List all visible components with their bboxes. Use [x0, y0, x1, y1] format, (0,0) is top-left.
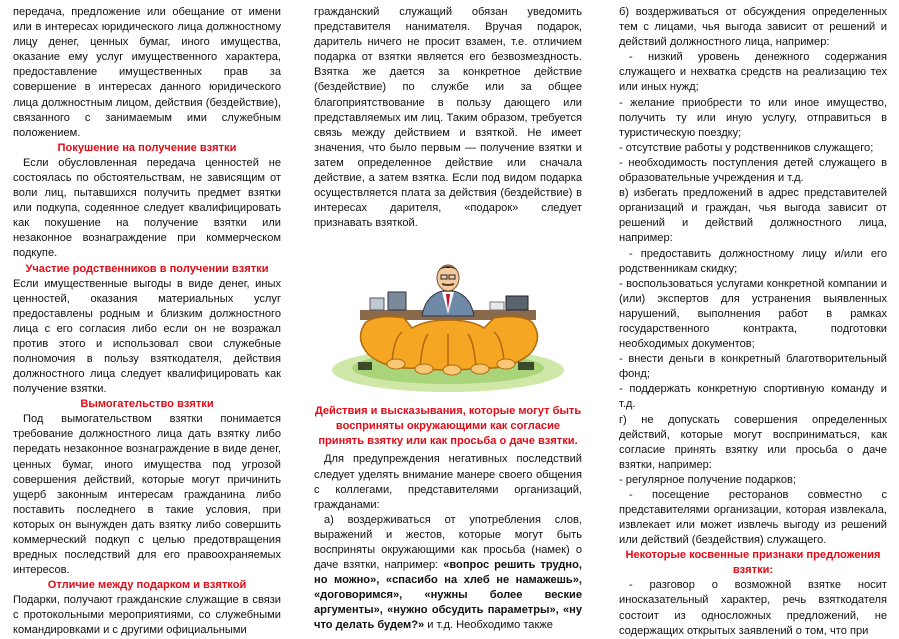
official-at-desk-image [330, 258, 566, 394]
list-item: - желание приобрести то или иное имущество, получить ту или иную услугу, отправиться в туристическую поездку; [619, 96, 887, 139]
list-item: - регулярное получение подарков; [619, 473, 797, 486]
point-a-text: а) воздерживаться от употребления слов, выражений и жестов, которые могут быть восприняты окружающими как просьба (намек) о даче взятки, например: [314, 513, 582, 572]
list-item: - поддержать конкретную спортивную команду и т.д. [619, 383, 887, 411]
extortion-paragraph: Под вымогательством взятки понимается требование должностного лица дать взятку либо передать незаконное вознаграждение в виде денег, ценных бумаг, иного имущества под угрозой совершения действий, которые могут причинить ущерб законным интересам гражданина либо поставить последнего в такие условия, при которых он вынужден дать взятку либо совершить коммерческий подкуп с целью предотвращения вредных последствий для его правоохраняемых интересов. [13, 413, 281, 577]
list-item: - воспользоваться услугами конкретной компании и (или) экспертов для устранения выявленных нарушений, выполнения работ в рамках государственного контракта, подготовки необходимых документов; [619, 277, 887, 351]
attempt-paragraph: Если обусловленная передача ценностей не состоялась по обстоятельствам, не зависящим от воли лиц, пытавшихся получить предмет взятки или подкупа, содеянное следует квалифицировать как покушение на получение взятки или незаконное вознаграждение при коммерческом подкупе. [13, 156, 281, 260]
heading-gift-vs-bribe: Отличие между подарком и взяткой [47, 579, 247, 592]
heading-actions-statements: Действия и высказывания, которые могут быть восприняты окружающими как согласие принять взятку или как просьба о даче взятки. [314, 405, 582, 448]
point-a-tail: и т.д. Необходимо также [424, 619, 553, 632]
gift-continuation-paragraph: гражданский служащий обязан уведомить представителя нанимателя. Вручая подарок, даритель ничего не просит взамен, т.е. отличием подарка от взятки является его безвозмездность. Взятка же дается за конкретное действие (бездействие) по службе или за общее благоприятствование в пользу дающего или представляемых им лиц. Таким образом, требуется связь между действием и взяткой. Не имеет значения, что было первым — получение взятки и затем определенное действие или сначала действие, а затем взятка. Если под видом подарка осуществляется плата за действия (бездействие) в интересах дарителя, «подарок» следует признавать взяткой. [314, 6, 582, 230]
column-right [619, 5, 887, 639]
heading-attempt: Покушение на получение взятки [57, 141, 237, 154]
heading-relatives: Участие родственников в получении взятки [25, 262, 269, 275]
list-item: - низкий уровень денежного содержания служащего и нехватка средств на реализацию тех или иных нужд; [619, 51, 887, 94]
indirect-signs-paragraph: - разговор о возможной взятке носит иносказательный характер, речь взяткодателя состоит из односложных предложений, не содержащих открытых заявлений о том, что при [619, 579, 887, 637]
heading-indirect-signs: Некоторые косвенные признаки предложения взятки: [625, 549, 881, 577]
point-v-intro: в) избегать предложений в адрес представителей организаций и граждан, чья выгода зависит от решений и действий должностного лица, например: [619, 187, 887, 245]
list-item: - внести деньги в конкретный благотворительный фонд; [619, 353, 887, 381]
relatives-paragraph: Если имущественные выгоды в виде денег, иных ценностей, оказания материальных услуг предоставлены родным и близким должностного лица с его согласия либо если он не возражал против этого и использовал свои служебные полномочия в пользу взяткодателя, действия должностного лица следует квалифицировать как получение взятки. [13, 277, 281, 396]
point-g-intro: г) не допускать совершения определенных действий, которые могут восприниматься, как согласие принять взятку или просьба о даче взятки, например: [619, 413, 887, 471]
list-item: - посещение ресторанов совместно с представителями организации, которая извлекала, извлекает или может извлечь выгоду из решений или действий (бездействия) служащего. [619, 489, 887, 547]
list-item: - необходимость поступления детей служащего в образовательные учреждения и т.д. [619, 156, 887, 185]
actions-paragraph: Для предупреждения негативных последствий следует уделять внимание манере своего общения с коллегами, представителями организаций, гражданами: [314, 453, 582, 511]
gift-vs-bribe-paragraph: Подарки, получают гражданские служащие в связи с протокольными мероприятиями, со служебными командировками и с другими официальными [13, 594, 281, 637]
point-a-paragraph [314, 513, 582, 634]
list-item: - предоставить должностному лицу и/или его родственникам скидку; [619, 247, 887, 275]
column-middle [314, 5, 582, 634]
official-at-desk-illustration [330, 258, 566, 394]
point-a-phrases: «вопрос решить трудно, но можно», «спасибо на хлеб не намажешь», «договоримся», «нужны более веские аргументы», «нужно обсудить параметры», «ну что делать будем?» [314, 559, 582, 632]
point-b-intro: б) воздерживаться от обсуждения определенных тем с лицами, чья выгода зависит от решений и действий должностного лица, например: [619, 6, 887, 49]
column-left [13, 5, 281, 639]
intro-paragraph: передача, предложение или обещание от имени или в интересах юридического лица должностному лицу денег, ценных бумаг, иного имущества, оказание ему услуг имущественного характера, предоставление имущественных прав за совершение в интересах данного юридического лица должностным лицом, действия (бездействие), связанного с занимаемым ими служебным положением. [13, 6, 281, 139]
heading-extortion: Вымогательство взятки [80, 398, 214, 411]
list-item: - отсутствие работы у родственников служащего; [619, 141, 874, 154]
